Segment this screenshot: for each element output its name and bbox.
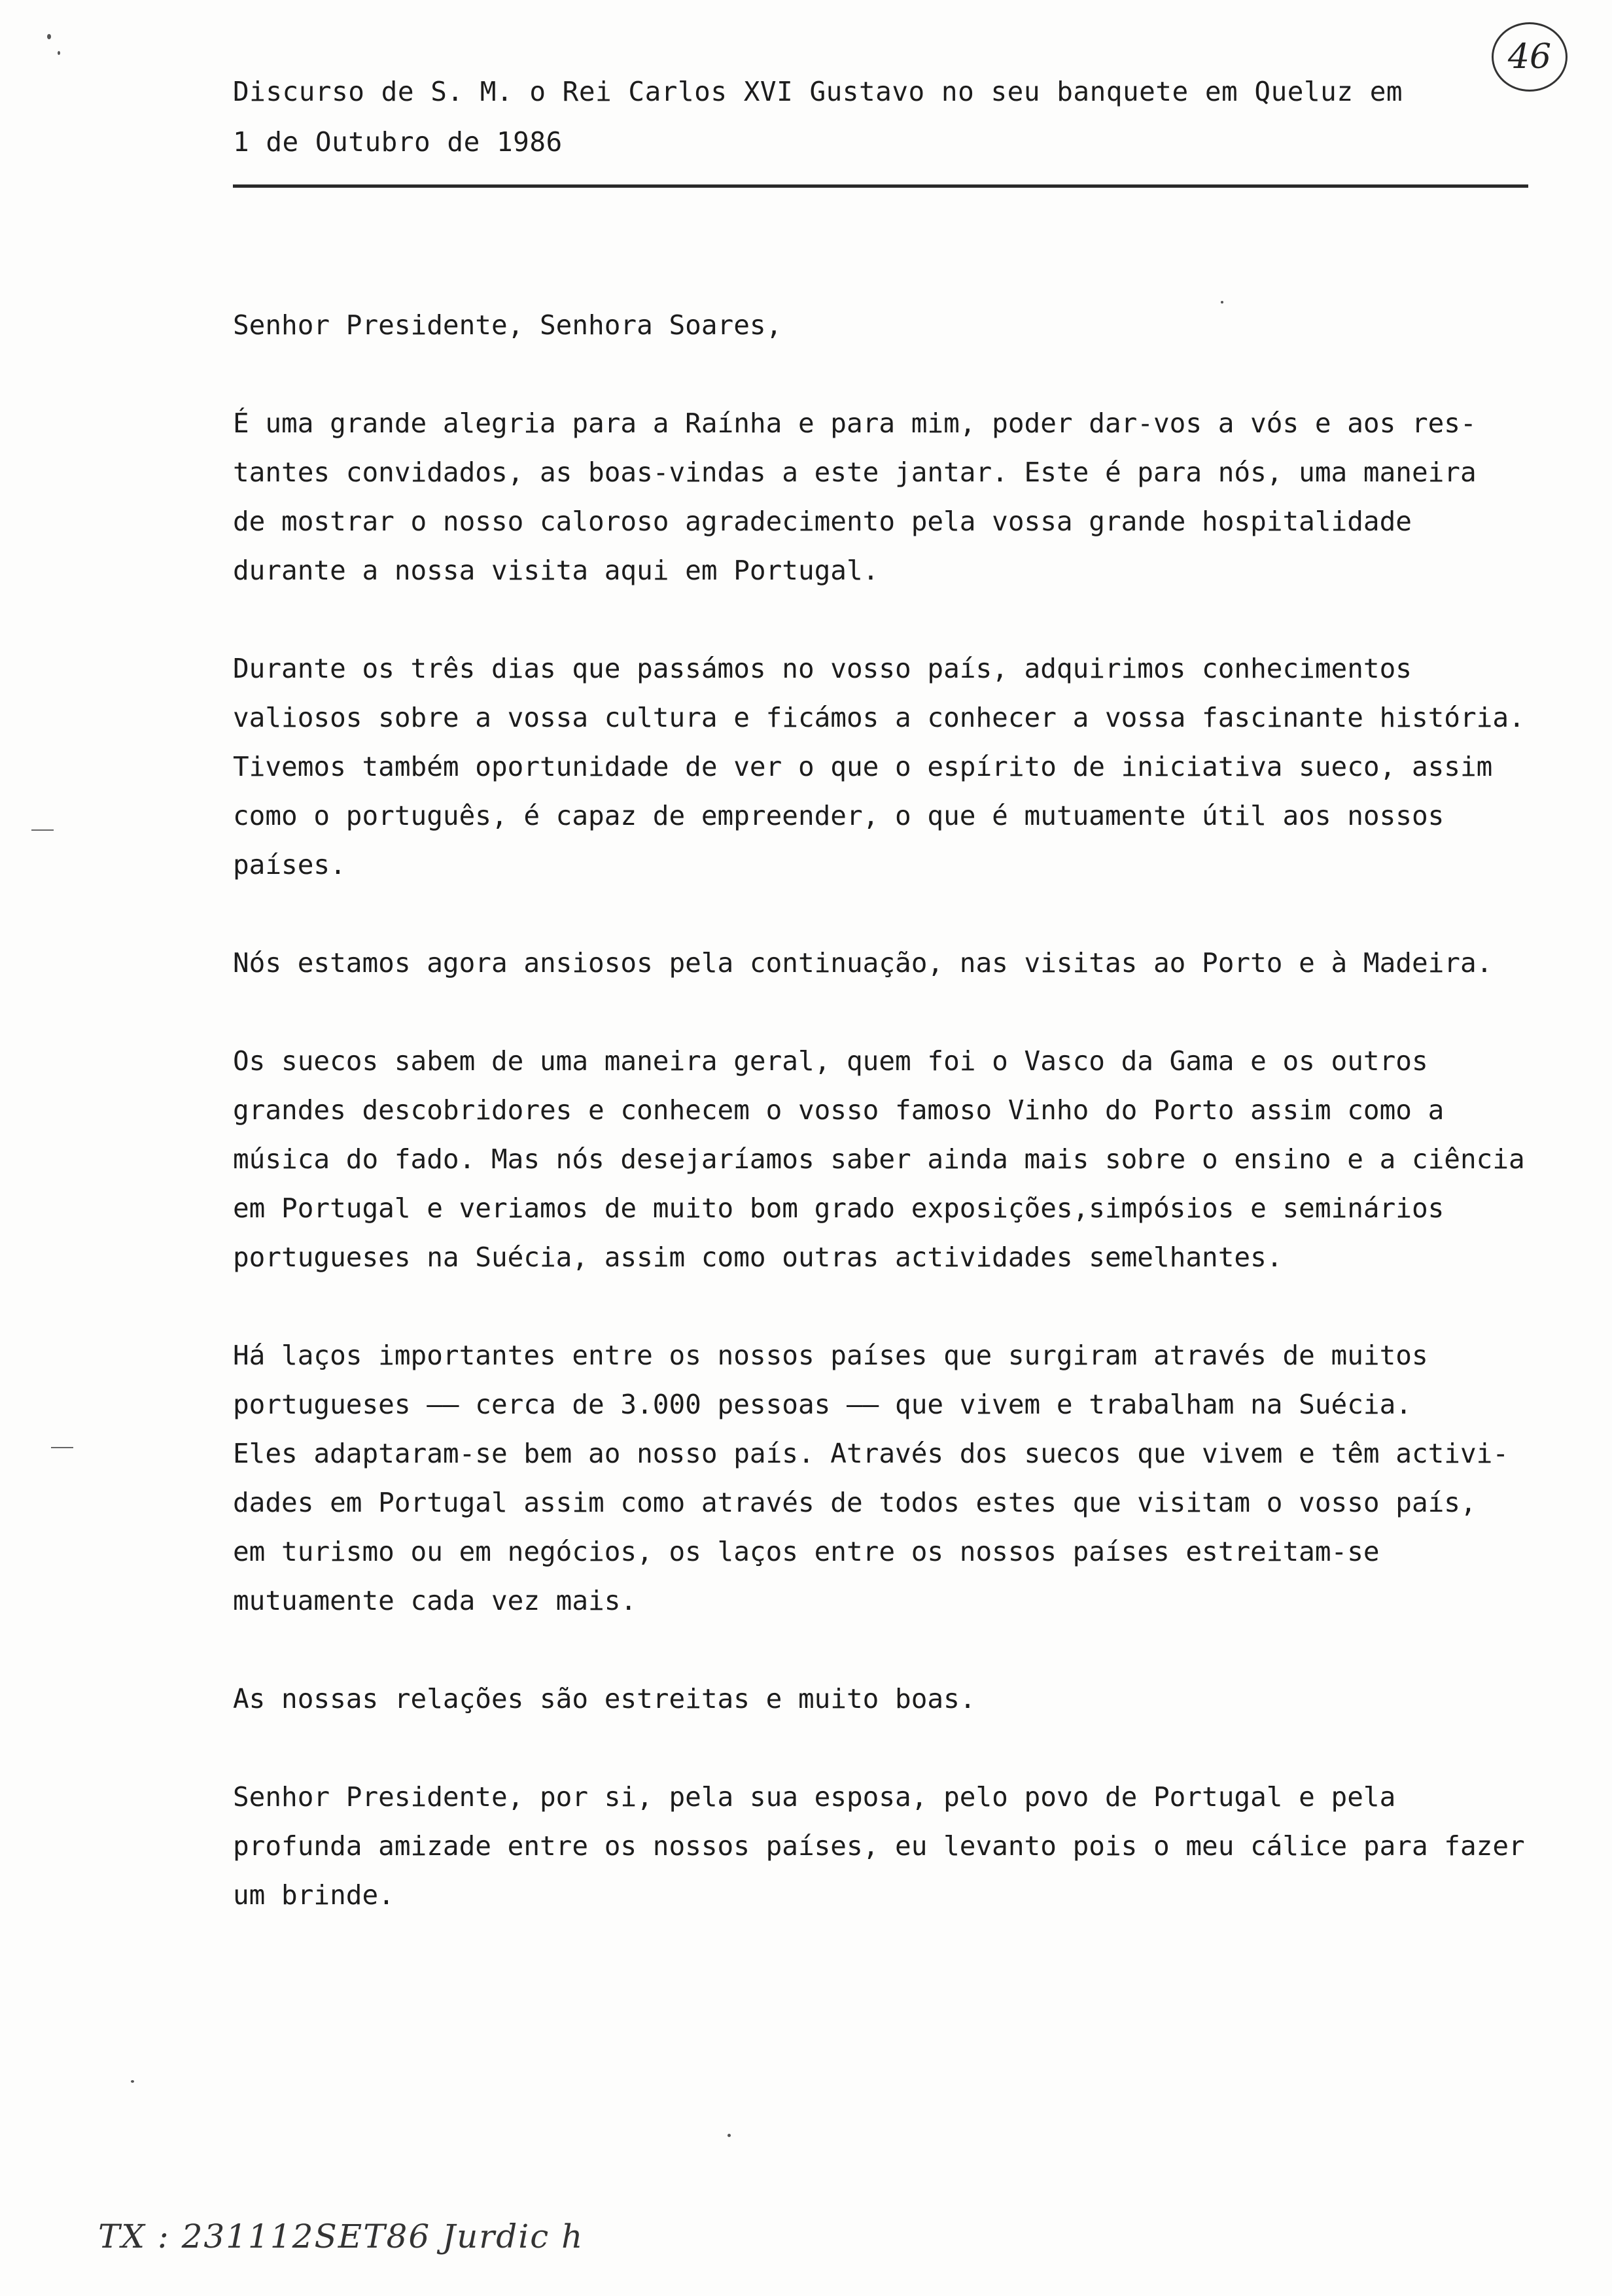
scan-speck (47, 34, 51, 39)
paragraph-culture: Os suecos sabem de uma maneira geral, quem foi o Vasco da Gama e os outros grandes descobridores e conhecem o vosso famoso Vinho do Porto assim como a música do fado. Mas nós desejaríamos saber ainda mais sobre o ensino e a ciência em Portugal e veriamos de muito bom grado exposições,simpósios e seminários portugueses na Suécia, assim como outras actividades semelhantes. (233, 1045, 1525, 1273)
paragraph-welcome: É uma grande alegria para a Raínha e para mim, poder dar-vos a vós e aos res- tantes convidados, as boas-vindas a este jantar. Este é para nós, uma maneira de mostrar o nosso caloroso agradecimento pela vossa grande hospitalidade durante a nossa visita aqui em Portugal. (233, 408, 1477, 586)
speech-body (233, 301, 1541, 1969)
paragraph-toast: Senhor Presidente, por si, pela sua esposa, pelo povo de Portugal e pela profunda amizade entre os nossos países, eu levanto pois o meu cálice para fazer um brinde. (233, 1781, 1525, 1911)
scan-speck (1221, 301, 1223, 304)
scan-mark (31, 829, 54, 831)
handwritten-annotation: TX : 231112SET86 Jurdic h (98, 2218, 584, 2255)
scan-mark (51, 1447, 73, 1448)
paragraph-porto-madeira: Nós estamos agora ansiosos pela continuação, nas visitas ao Porto e à Madeira. (233, 947, 1493, 979)
salutation: Senhor Presidente, Senhora Soares, (233, 309, 782, 341)
scan-speck (58, 51, 60, 55)
scan-speck (727, 2134, 731, 2137)
scan-speck (131, 2080, 134, 2083)
header-divider (233, 184, 1528, 188)
paragraph-ties: Há laços importantes entre os nossos países que surgiram através de muitos portugueses —— cerca de 3.000 pessoas —— que vivem e trabalham na Suécia. Eles adaptaram-se bem ao nosso país. Através dos suecos que vivem e têm activi- dades em Portugal assim como através de todos estes que visitam o vosso país, em turismo ou em negócios, os laços entre os nossos países estreitam-se mutuamente cada vez mais. (233, 1340, 1509, 1616)
document-title-line-1: Discurso de S. M. o Rei Carlos XVI Gustavo no seu banquete em Queluz em (233, 76, 1403, 107)
handwritten-page-number: 46 (1492, 22, 1568, 92)
document-title-line-2: 1 de Outubro de 1986 (233, 126, 563, 158)
paragraph-relations: As nossas relações são estreitas e muito boas. (233, 1683, 976, 1714)
paragraph-visit: Durante os três dias que passámos no vosso país, adquirimos conhecimentos valiosos sobre a vossa cultura e ficámos a conhecer a vossa fascinante história. Tivemos também oportunidade de ver o que o espírito de iniciativa sueco, assim como o português, é capaz de empreender, o que é mutuamente útil aos nossos países. (233, 653, 1525, 880)
